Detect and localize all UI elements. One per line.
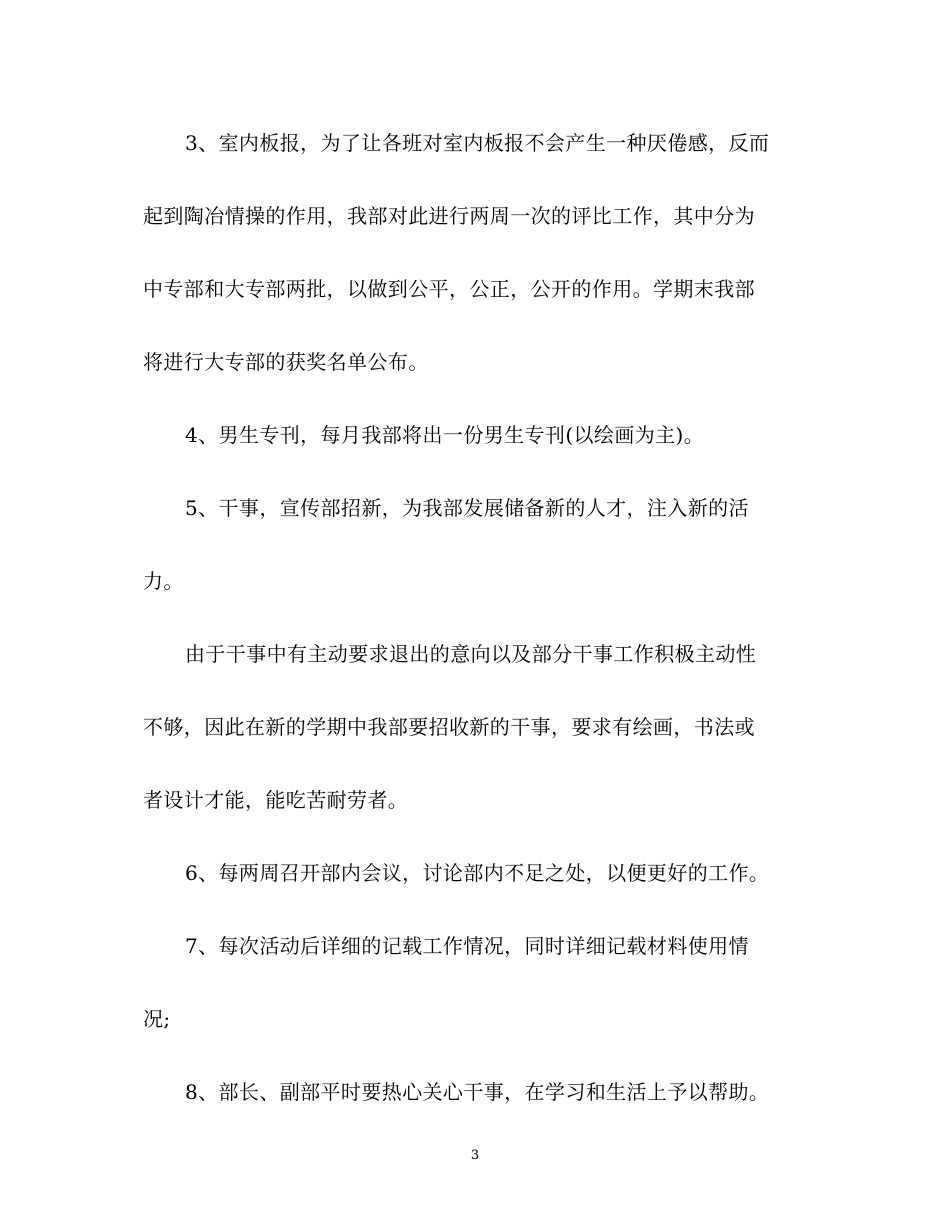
text-line: 3、室内板报，为了让各班对室内板报不会产生一种厌倦感，反而 <box>185 131 770 155</box>
page-number: 3 <box>470 1148 480 1163</box>
text-line: 起到陶冶情操的作用，我部对此进行两周一次的评比工作，其中分为 <box>143 204 755 228</box>
text-line: 不够，因此在新的学期中我部要招收新的干事，要求有绘画，书法或 <box>143 715 755 739</box>
text-line: 8、部长、副部平时要热心关心干事，在学习和生活上予以帮助。 <box>185 1080 770 1104</box>
text-line: 将进行大专部的获奖名单公布。 <box>143 350 429 374</box>
text-line: 者设计才能，能吃苦耐劳者。 <box>143 788 409 812</box>
text-line: 5、干事，宣传部招新，为我部发展储备新的人才，注入新的活 <box>185 496 749 520</box>
text-line: 4、男生专刊，每月我部将出一份男生专刊(以绘画为主)。 <box>185 423 705 447</box>
text-line: 力。 <box>143 569 184 593</box>
text-line: 6、每两周召开部内会议，讨论部内不足之处，以便更好的工作。 <box>185 861 770 885</box>
text-line: 7、每次活动后详细的记载工作情况，同时详细记载材料使用情 <box>185 934 749 958</box>
text-line: 况; <box>143 1007 171 1031</box>
text-line: 由于干事中有主动要求退出的意向以及部分干事工作积极主动性 <box>185 642 757 666</box>
text-line: 中专部和大专部两批，以做到公平，公正，公开的作用。学期末我部 <box>143 277 755 301</box>
